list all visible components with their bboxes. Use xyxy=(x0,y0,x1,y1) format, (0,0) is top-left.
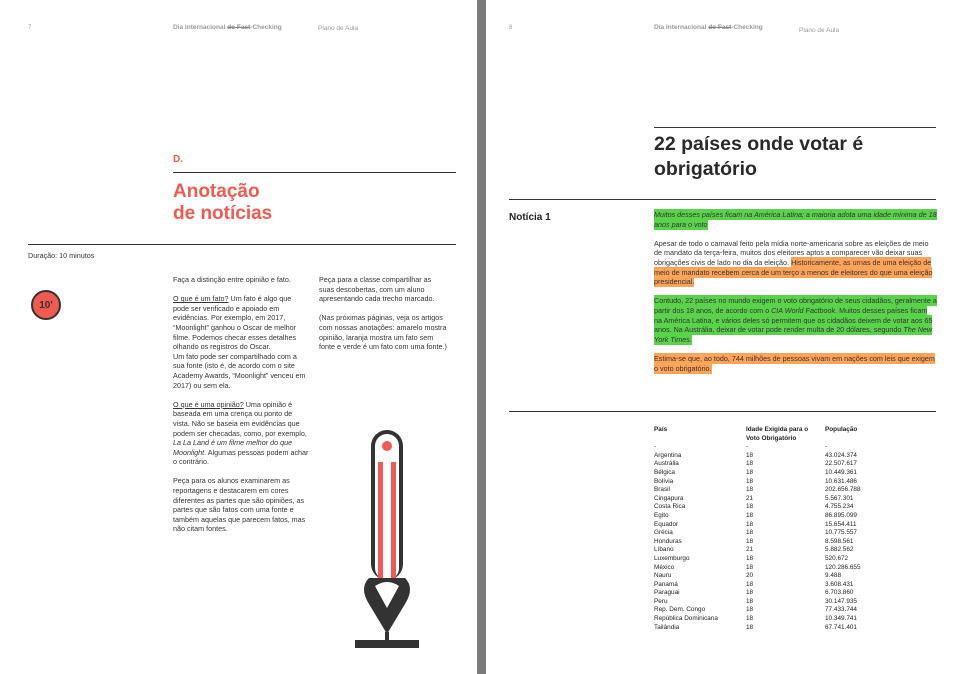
paragraph-3 xyxy=(654,354,937,373)
header-right: Plano de Aula xyxy=(318,25,359,32)
table-cell: 18 xyxy=(746,606,754,614)
divider xyxy=(173,172,456,173)
fact-source-paragraph: Um fato pode ser compartilhado com a sua fonte (isto é, de acordo com o site Academy Awards, “Moonlight” venceu em 2017) ou sem ela. xyxy=(173,351,306,390)
table-cell: 18 xyxy=(746,554,754,562)
header-strike: do Fast xyxy=(227,24,251,31)
running-header xyxy=(654,24,763,31)
table-row xyxy=(654,589,915,598)
table-cell: 43.024.374 xyxy=(825,451,857,459)
table-header xyxy=(654,426,915,443)
green-highlight xyxy=(654,295,937,344)
duration-label: Duração: 10 minutos xyxy=(28,251,95,260)
paragraph-1 xyxy=(654,239,937,287)
header-right: Plano de Aula xyxy=(799,27,840,34)
table-row xyxy=(654,452,915,461)
table-row xyxy=(654,478,915,487)
table-cell: 18 xyxy=(746,563,754,571)
table-cell: 5.882.562 xyxy=(825,546,854,554)
title-line-1: Anotação xyxy=(173,181,260,202)
table-cell: 18 xyxy=(746,615,754,623)
table-cell: 3.608.431 xyxy=(825,580,854,588)
table-row xyxy=(654,443,915,452)
divider xyxy=(654,127,936,128)
orange-highlight: Estima-se que, ao todo, 744 milhões de pessoas vivam em nações com leis que exigem o voto obrigatório. xyxy=(654,353,935,373)
source-name: CIA World Factbook xyxy=(771,305,836,315)
table-row xyxy=(654,538,915,547)
table-cell: Luxemburgo xyxy=(654,554,690,562)
running-header xyxy=(173,24,282,31)
plain-text: Apesar de todo o carnaval feito pela mídia norte-americana sobre as eleições de meio de mandato da terça-feira, muitos dos eleitores aptos a comparecer vão deixar suas obrigações civis de lado no dia da eleição. xyxy=(654,238,929,267)
table-row xyxy=(654,546,915,555)
table-cell: 86.895.099 xyxy=(825,511,857,519)
table-cell: 18 xyxy=(746,623,754,631)
opinion-text-c: . Algumas pessoas podem achar o contrário. xyxy=(173,447,309,467)
table-row xyxy=(654,460,915,469)
table-row xyxy=(654,486,915,495)
fact-text: Um fato é algo que pode ser verificado e apoiado em evidências. Por exemplo, em 2017, “Moonlight” ganhou o Oscar de melhor filme. Podemos checar esses detalhes olhando os registros do Oscar. xyxy=(173,294,297,352)
article-body xyxy=(654,210,937,383)
table-cell: Honduras xyxy=(654,537,682,545)
table-cell: 20 xyxy=(746,572,754,580)
table-cell: 77.433.744 xyxy=(825,606,857,614)
table-row xyxy=(654,598,915,607)
table-cell: 4.755.234 xyxy=(825,503,854,511)
table-row xyxy=(654,469,915,478)
table-row xyxy=(654,581,915,590)
table-body xyxy=(654,452,915,632)
opinion-example: La La Land é um filme melhor do que Moonlight xyxy=(173,438,293,457)
table-cell: Rep. Dem. Congo xyxy=(654,606,706,614)
opinion-question: O que é uma opinião? xyxy=(173,399,244,409)
orange-highlight: Historicamente, as urnas de uma eleição de meio de mandato recebem cerca de um terço a menos de eleitores do que uma eleição presidencial. xyxy=(654,257,933,287)
table-cell: 18 xyxy=(746,460,754,468)
table-cell: 18 xyxy=(746,468,754,476)
table-row xyxy=(654,521,915,530)
column-header: País xyxy=(654,426,668,433)
table-cell: 18 xyxy=(746,503,754,511)
table-cell: Brasil xyxy=(654,486,670,494)
section-letter: D. xyxy=(173,154,183,165)
opinion-definition xyxy=(173,400,309,467)
table-cell: 18 xyxy=(746,477,754,485)
divider xyxy=(509,411,936,412)
header-strike: do Fast xyxy=(708,24,732,31)
text-segment: . xyxy=(689,334,692,344)
table-row xyxy=(654,495,915,504)
table-cell: - xyxy=(654,443,657,451)
share-paragraph: Peça para a classe compartilhar as suas descobertas, com um aluno apresentando cada trecho marcado. xyxy=(319,275,435,304)
table-cell: 18 xyxy=(746,537,754,545)
title-line-1: 22 países onde votar é xyxy=(654,133,864,155)
table-cell: Paraguai xyxy=(654,589,680,597)
table-cell: - xyxy=(746,443,749,451)
table-cell: 18 xyxy=(746,580,754,588)
page-number: 7 xyxy=(28,25,32,31)
column-header: Idade Exigida para o Voto Obrigatório xyxy=(746,426,809,442)
table-cell: 18 xyxy=(746,451,754,459)
source-name: The New York Times xyxy=(654,325,933,344)
table-row xyxy=(654,615,915,624)
table-cell: Nauru xyxy=(654,572,672,580)
table-cell: 120.286.655 xyxy=(825,563,861,571)
table-cell: 202.656.788 xyxy=(825,486,861,494)
text-segment: Contudo, 22 países no mundo exigem o voto obrigatório de seus cidadãos, geralmente a partir dos 18 anos, de acordo com o xyxy=(654,296,937,315)
table-cell: Bélgica xyxy=(654,468,675,476)
table-cell: 520.672 xyxy=(825,554,849,562)
table-cell: 67.741.401 xyxy=(825,623,857,631)
lead-paragraph xyxy=(654,210,937,229)
table-row xyxy=(654,606,915,615)
table-row xyxy=(654,624,915,633)
article-label: Notícia 1 xyxy=(509,212,551,223)
instructions-column-2 xyxy=(319,275,447,361)
table-cell: 21 xyxy=(746,494,754,502)
table-cell: Austrália xyxy=(654,460,679,468)
table-cell: República Dominicana xyxy=(654,615,718,623)
table-cell: 10.631.486 xyxy=(825,477,857,485)
population-table xyxy=(654,426,915,632)
fact-definition xyxy=(173,294,309,352)
title-line-2: de notícias xyxy=(173,203,273,224)
fact-question: O que é um fato? xyxy=(173,294,229,304)
title-line-2: obrigatório xyxy=(654,158,757,180)
table-cell: 18 xyxy=(746,589,754,597)
header-prefix: Dia Internacional xyxy=(173,24,228,31)
header-suffix: -Checking xyxy=(250,24,282,31)
table-row xyxy=(654,572,915,581)
table-cell: 18 xyxy=(746,520,754,528)
table-cell: 6.703.860 xyxy=(825,589,854,597)
page-title xyxy=(173,181,272,225)
table-cell: Tailândia xyxy=(654,623,680,631)
instructions-column-1 xyxy=(173,275,309,544)
table-cell: 30.147.935 xyxy=(825,597,857,605)
green-highlight: Muitos desses países ficam na América Latina; a maioria adota uma idade mínima de 18 anos para o voto xyxy=(654,210,937,229)
table-cell: 22.507.617 xyxy=(825,460,857,468)
table-cell: Cingapura xyxy=(654,494,684,502)
table-cell: Argentina xyxy=(654,451,682,459)
table-row xyxy=(654,564,915,573)
table-cell: Costa Rica xyxy=(654,503,686,511)
left-page xyxy=(0,0,477,674)
task-paragraph: Peça para os alunos examinarem as reportagens e destacarem em cores diferentes as partes que são opiniões, as partes que são fatos com uma fonte e também aquelas que parecem fatos, mas não citam fontes. xyxy=(173,476,306,534)
page-number: 8 xyxy=(509,25,513,31)
table-cell: Grécia xyxy=(654,529,673,537)
table-cell: Egito xyxy=(654,511,669,519)
intro-paragraph: Faça a distinção entre opinião e fato. xyxy=(173,275,291,284)
table-cell: Bolívia xyxy=(654,477,674,485)
table-cell: 10.449.361 xyxy=(825,468,857,476)
column-header: População xyxy=(825,426,858,433)
opinion-text-a: Uma opinião é baseada em uma crença ou ponto de vista. Não se baseia em evidências que podem ser checadas, como, por exemplo, xyxy=(173,399,307,438)
header-suffix: -Checking xyxy=(731,24,763,31)
time-badge xyxy=(31,290,61,320)
legend-paragraph: (Nas próximas páginas, veja os artigos com nossas anotações: amarelo mostra opinião, laranja mostra um fato sem fonte e verde é um fato com uma fonte.) xyxy=(319,313,447,352)
table-cell: 10.349.741 xyxy=(825,615,857,623)
paragraph-2 xyxy=(654,296,937,344)
table-cell: 21 xyxy=(746,546,754,554)
table-cell: 18 xyxy=(746,529,754,537)
table-cell: Peru xyxy=(654,597,668,605)
divider xyxy=(28,244,456,245)
right-page xyxy=(486,0,963,674)
table-cell: Líbano xyxy=(654,546,674,554)
table-row xyxy=(654,529,915,538)
table-cell: 10.775.557 xyxy=(825,529,857,537)
table-cell: Panamá xyxy=(654,580,678,588)
table-cell: 8.598.561 xyxy=(825,537,854,545)
table-row xyxy=(654,555,915,564)
table-cell: 15.654.411 xyxy=(825,520,857,528)
time-badge-label: 10' xyxy=(39,299,53,311)
pencil-icon xyxy=(355,428,419,650)
table-cell: 5.567.301 xyxy=(825,494,854,502)
table-cell: Equador xyxy=(654,520,679,528)
article-title xyxy=(654,132,939,182)
table-row xyxy=(654,503,915,512)
table-cell: 18 xyxy=(746,486,754,494)
table-cell: México xyxy=(654,563,675,571)
table-cell: 18 xyxy=(746,511,754,519)
table-row xyxy=(654,512,915,521)
divider xyxy=(509,199,936,200)
header-prefix: Dia Internacional xyxy=(654,24,709,31)
table-cell: 18 xyxy=(746,597,754,605)
table-cell: - xyxy=(825,443,828,451)
text-segment: . Muitos desses países ficam na América Latina, e vários deles só permitem que os cidadãos deixem de votar aos 65 anos. Na Austrália, deixar de votar pode render multa de 20 dólares, segundo xyxy=(654,305,933,335)
table-cell: 9.488 xyxy=(825,572,841,580)
